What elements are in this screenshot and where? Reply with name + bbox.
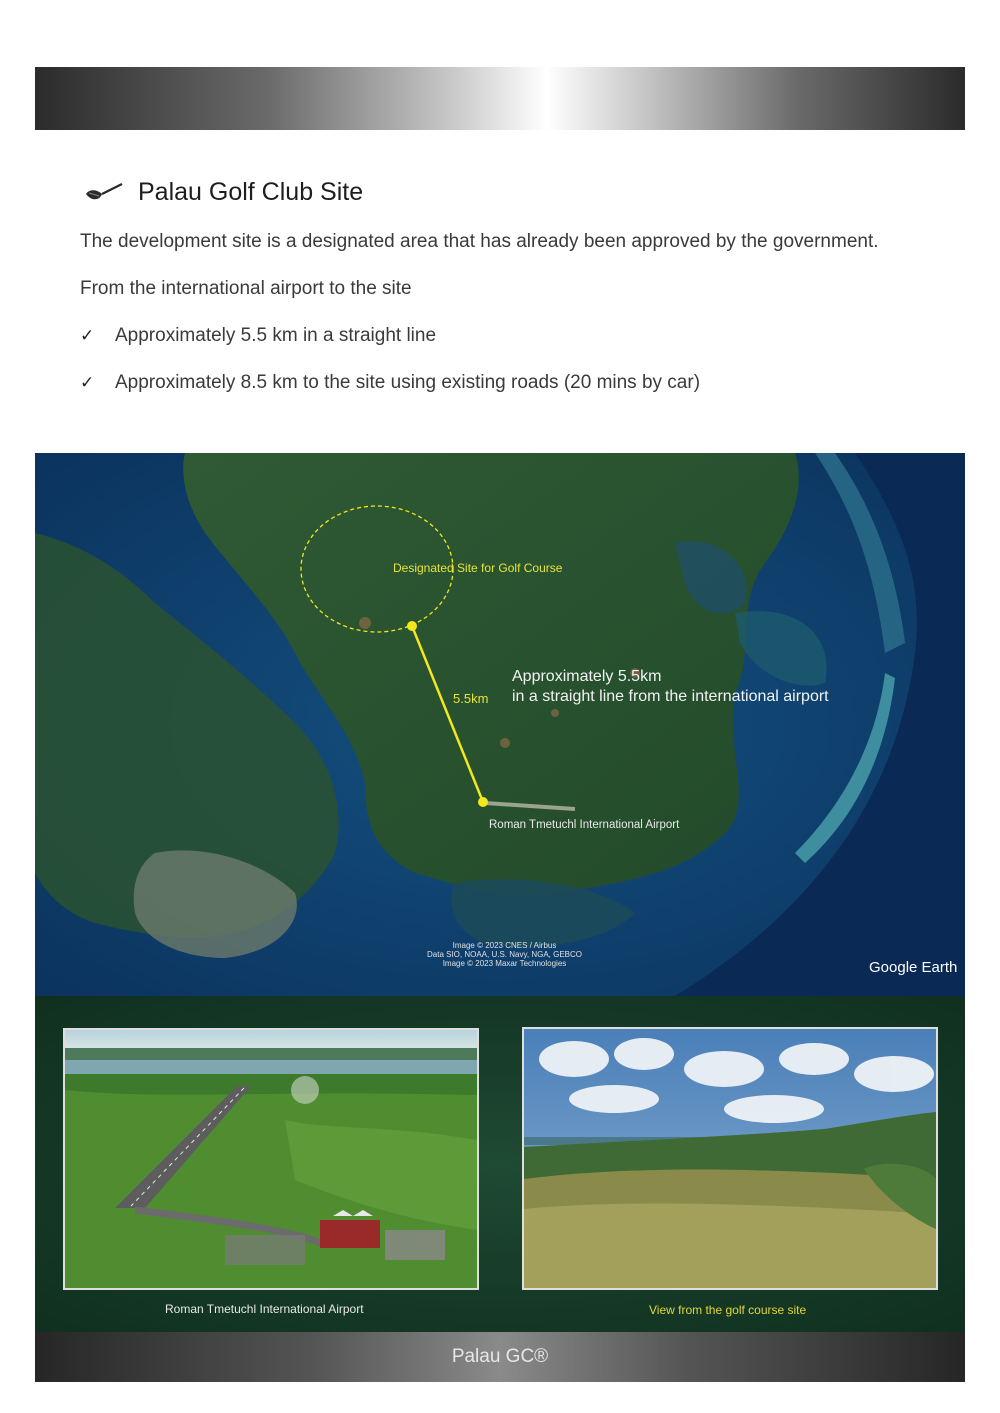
distance-annotation-line: in a straight line from the international airport <box>512 688 829 705</box>
check-icon: ✓ <box>80 326 95 345</box>
imagery-credit <box>427 941 582 968</box>
satellite-map <box>35 453 965 996</box>
golf-club-icon <box>80 178 124 206</box>
page-title: Palau Golf Club Site <box>138 177 364 206</box>
intro-subheading: From the international airport to the site <box>80 278 412 299</box>
site-label: Designated Site for Golf Course <box>393 561 563 575</box>
footer-band <box>35 1332 965 1382</box>
airport-photo <box>63 1028 479 1290</box>
airport-label: Roman Tmetuchl International Airport <box>489 819 680 831</box>
credit-line: Image © 2023 CNES / Airbus <box>452 941 557 950</box>
section-title-row <box>80 172 363 212</box>
satellite-image <box>35 453 965 996</box>
airport-aerial-image <box>65 1030 477 1288</box>
photo-panel <box>35 996 965 1332</box>
bullet-item <box>80 372 700 394</box>
bullet-text: Approximately 8.5 km to the site using existing roads (20 mins by car) <box>115 372 701 393</box>
header-band <box>35 67 965 130</box>
bullet-item <box>80 325 436 347</box>
golf-site-photo <box>522 1027 938 1290</box>
golf-site-photo-caption: View from the golf course site <box>649 1303 807 1317</box>
check-icon: ✓ <box>80 373 95 392</box>
distance-annotation <box>512 667 829 707</box>
intro-paragraph: The development site is a designated area that has already been approved by the government. <box>80 231 879 252</box>
credit-line: Image © 2023 Maxar Technologies <box>442 959 567 968</box>
bullet-text: Approximately 5.5 km in a straight line <box>115 325 437 346</box>
airport-photo-caption: Roman Tmetuchl International Airport <box>165 1302 364 1316</box>
golf-site-view-image <box>524 1029 936 1288</box>
footer-brand: Palau GC® <box>451 1346 549 1367</box>
distance-annotation-line: Approximately 5.5km <box>512 668 662 685</box>
google-earth-logo: Google Earth <box>869 959 958 976</box>
distance-label: 5.5km <box>453 691 489 706</box>
credit-line: Data SIO, NOAA, U.S. Navy, NGA, GEBCO <box>427 950 582 959</box>
